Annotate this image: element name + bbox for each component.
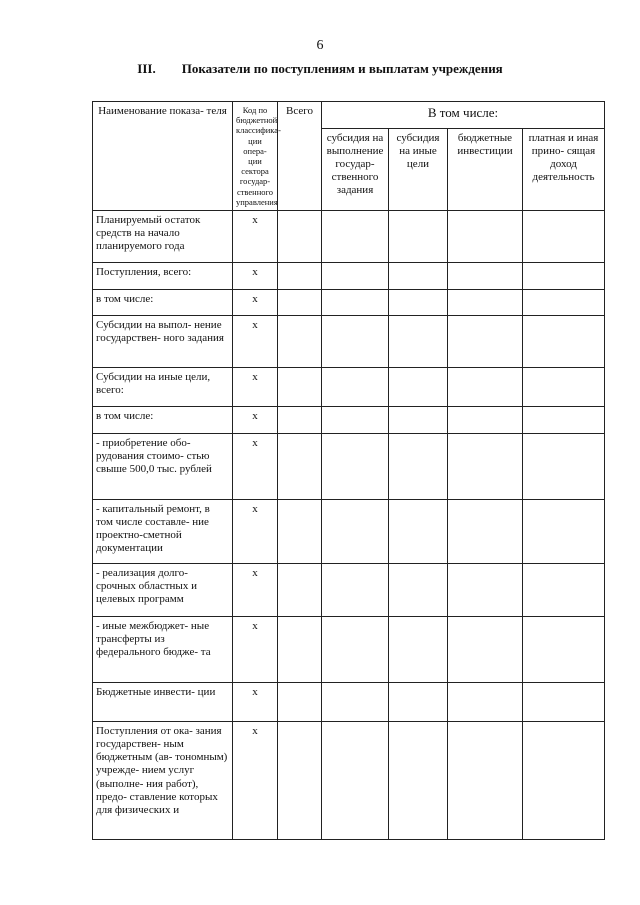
cell-sub-paid: [523, 262, 605, 289]
header-code: Код по бюджетной классифика- ции опера- ции сектора государ- ственного управления: [233, 102, 278, 211]
row-code: x: [233, 721, 278, 839]
row-name: - приобретение обо- рудования стоимо- стью свыше 500,0 тыс. рублей: [93, 433, 233, 499]
cell-sub-paid: [523, 616, 605, 682]
row-name: Бюджетные инвести- ции: [93, 682, 233, 721]
row-code: x: [233, 289, 278, 315]
row-name: Субсидии на иные цели, всего:: [93, 367, 233, 406]
cell-sub-investments: [448, 210, 523, 262]
row-name: в том числе:: [93, 406, 233, 433]
cell-sub-investments: [448, 315, 523, 367]
cell-sub-paid: [523, 289, 605, 315]
header-name: Наименование показа- теля: [93, 102, 233, 211]
row-code: x: [233, 682, 278, 721]
cell-sub-other: [389, 721, 448, 839]
header-sub-investments: бюджетные инвестиции: [448, 128, 523, 210]
cell-sub-investments: [448, 616, 523, 682]
cell-sub-investments: [448, 563, 523, 616]
cell-total: [278, 289, 322, 315]
cell-sub-state-task: [322, 433, 389, 499]
cell-sub-other: [389, 289, 448, 315]
section-numeral: III.: [137, 61, 156, 76]
cell-total: [278, 433, 322, 499]
cell-sub-investments: [448, 433, 523, 499]
cell-sub-investments: [448, 289, 523, 315]
cell-total: [278, 616, 322, 682]
cell-sub-state-task: [322, 367, 389, 406]
header-sub-paid: платная и иная прино- сящая доход деятельность: [523, 128, 605, 210]
header-total: Всего: [278, 102, 322, 211]
row-name: Субсидии на выпол- нение государствен- ного задания: [93, 315, 233, 367]
cell-sub-investments: [448, 262, 523, 289]
cell-sub-paid: [523, 499, 605, 563]
cell-total: [278, 682, 322, 721]
row-code: x: [233, 367, 278, 406]
cell-sub-other: [389, 315, 448, 367]
cell-sub-other: [389, 563, 448, 616]
section-title: [0, 61, 640, 77]
table-row: [93, 367, 605, 406]
row-name: - капитальный ремонт, в том числе составле- ние проектно-сметной документации: [93, 499, 233, 563]
cell-total: [278, 262, 322, 289]
row-code: x: [233, 616, 278, 682]
cell-sub-paid: [523, 406, 605, 433]
cell-total: [278, 499, 322, 563]
cell-sub-state-task: [322, 721, 389, 839]
row-name: - иные межбюджет- ные трансферты из федерального бюдже- та: [93, 616, 233, 682]
cell-sub-state-task: [322, 210, 389, 262]
cell-sub-investments: [448, 406, 523, 433]
cell-sub-other: [389, 367, 448, 406]
cell-sub-state-task: [322, 315, 389, 367]
row-code: x: [233, 433, 278, 499]
cell-sub-state-task: [322, 406, 389, 433]
row-code: x: [233, 406, 278, 433]
cell-sub-paid: [523, 721, 605, 839]
cell-sub-other: [389, 210, 448, 262]
cell-sub-state-task: [322, 563, 389, 616]
cell-sub-investments: [448, 499, 523, 563]
cell-sub-other: [389, 616, 448, 682]
cell-total: [278, 406, 322, 433]
row-code: x: [233, 315, 278, 367]
row-code: x: [233, 210, 278, 262]
header-sub-state-task: субсидия на выполнение государ- ственного задания: [322, 128, 389, 210]
cell-sub-investments: [448, 721, 523, 839]
cell-sub-paid: [523, 367, 605, 406]
cell-sub-other: [389, 433, 448, 499]
cell-sub-paid: [523, 315, 605, 367]
cell-total: [278, 721, 322, 839]
cell-sub-other: [389, 682, 448, 721]
cell-sub-state-task: [322, 499, 389, 563]
cell-sub-paid: [523, 682, 605, 721]
cell-total: [278, 367, 322, 406]
table-row: [93, 499, 605, 563]
cell-total: [278, 210, 322, 262]
cell-total: [278, 315, 322, 367]
section-title-text: Показатели по поступлениям и выплатам учреждения: [181, 61, 503, 76]
row-name: в том числе:: [93, 289, 233, 315]
cell-sub-investments: [448, 682, 523, 721]
row-code: x: [233, 262, 278, 289]
cell-sub-state-task: [322, 289, 389, 315]
indicators-table: [92, 101, 605, 840]
cell-total: [278, 563, 322, 616]
table-row: [93, 315, 605, 367]
row-name: Поступления от ока- зания государствен- ным бюджетным (ав- тономным) учрежде- нием услуг (выполне- ния работ), предо- ставление которых для физических и: [93, 721, 233, 839]
row-name: - реализация долго- срочных областных и целевых программ: [93, 563, 233, 616]
table-row: [93, 563, 605, 616]
cell-sub-other: [389, 406, 448, 433]
table-row: [93, 616, 605, 682]
cell-sub-state-task: [322, 682, 389, 721]
cell-sub-paid: [523, 210, 605, 262]
header-sub-other: субсидия на иные цели: [389, 128, 448, 210]
cell-sub-paid: [523, 433, 605, 499]
table-row: [93, 406, 605, 433]
table-row: [93, 721, 605, 839]
cell-sub-investments: [448, 367, 523, 406]
row-code: x: [233, 563, 278, 616]
table-row: [93, 262, 605, 289]
page-number: 6: [316, 38, 324, 53]
header-including: В том числе:: [322, 102, 605, 129]
table-row: [93, 433, 605, 499]
cell-sub-state-task: [322, 616, 389, 682]
cell-sub-other: [389, 499, 448, 563]
cell-sub-state-task: [322, 262, 389, 289]
table-row: [93, 210, 605, 262]
cell-sub-other: [389, 262, 448, 289]
row-code: x: [233, 499, 278, 563]
table-row: [93, 682, 605, 721]
table-row: [93, 289, 605, 315]
row-name: Поступления, всего:: [93, 262, 233, 289]
cell-sub-paid: [523, 563, 605, 616]
row-name: Планируемый остаток средств на начало планируемого года: [93, 210, 233, 262]
